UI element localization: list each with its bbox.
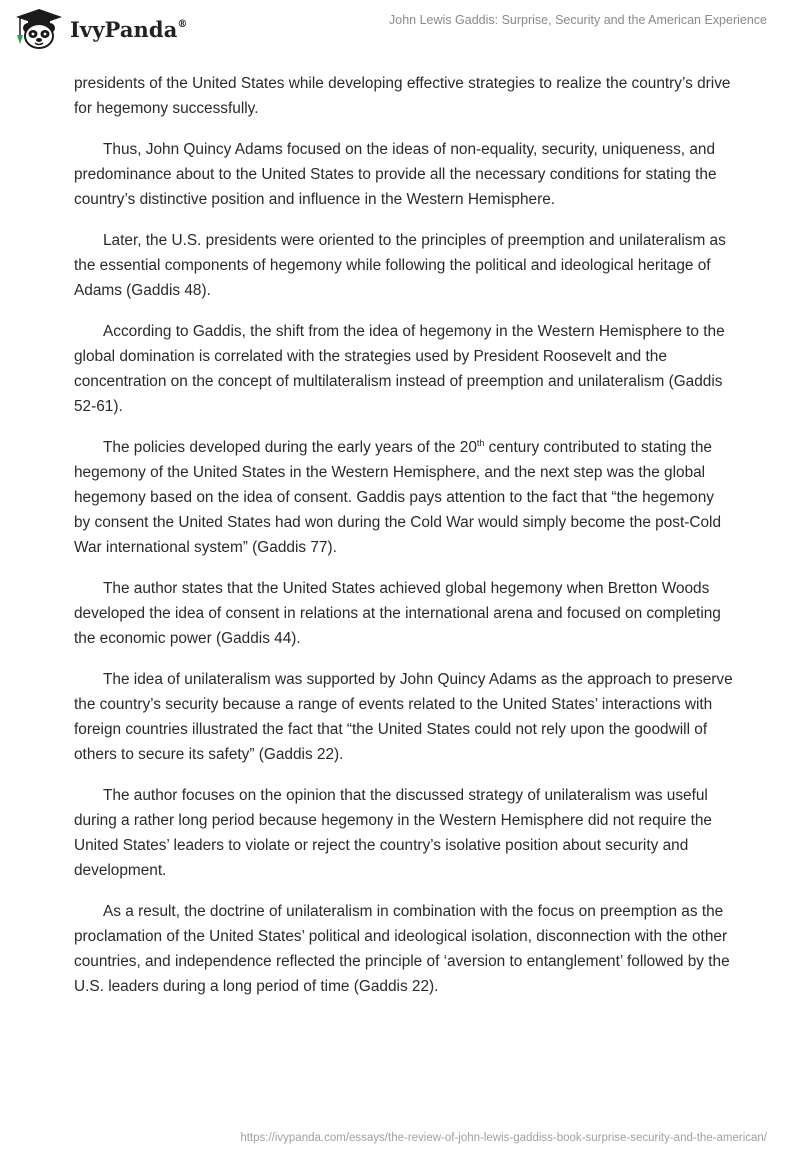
logo-wordmark: IvyPanda®	[70, 16, 188, 42]
panda-mascot-icon	[14, 8, 64, 50]
paragraph: The author states that the United States achieved global hegemony when Bretton Woods developed the idea of consent in relations at the international arena and focused on completing the economic power (Gaddis 44).	[74, 580, 721, 647]
paragraph-text-start: The policies developed during the early years of the 20	[103, 439, 477, 456]
essay-body	[74, 71, 734, 1015]
document-title: John Lewis Gaddis: Surprise, Security and the American Experience	[389, 13, 767, 27]
source-url-link[interactable]: https://ivypanda.com/essays/the-review-of-john-lewis-gaddiss-book-surprise-security-and-the-american/	[240, 1132, 767, 1144]
ivypanda-logo[interactable]	[14, 8, 188, 50]
ordinal-superscript: th	[476, 437, 485, 448]
paragraph	[74, 435, 734, 560]
paragraph: presidents of the United States while developing effective strategies to realize the country’s drive for hegemony successfully.	[74, 75, 731, 117]
paragraph: Later, the U.S. presidents were oriented to the principles of preemption and unilateralism as the essential components of hegemony while following the political and ideological heritage of Adams (Gaddis 48).	[74, 232, 726, 299]
paragraph: Thus, John Quincy Adams focused on the ideas of non-equality, security, uniqueness, and predominance about to the United States to provide all the necessary conditions for stating the country’s distinctive position and influence in the Western Hemisphere.	[74, 141, 717, 208]
paragraph: According to Gaddis, the shift from the idea of hegemony in the Western Hemisphere to the global domination is correlated with the strategies used by President Roosevelt and the concentration on the concept of multilateralism instead of preemption and unilateralism (Gaddis 52-61).	[74, 323, 725, 415]
paragraph-text-end: century contributed to stating the hegemony of the United States in the Western Hemisphere, and the next step was the global hegemony based on the idea of consent. Gaddis pays attention to the fact that “the hegemony by consent the United States had won during the Cold War would simply become the post-Cold War international system” (Gaddis 77).	[74, 439, 722, 556]
page-header	[0, 0, 800, 60]
paragraph: The author focuses on the opinion that the discussed strategy of unilateralism was useful during a rather long period because hegemony in the Western Hemisphere did not require the United States’ leaders to violate or reject the country’s isolative position about security and development.	[74, 787, 712, 879]
paragraph: As a result, the doctrine of unilateralism in combination with the focus on preemption as the proclamation of the United States’ political and ideological isolation, disconnection with the other countries, and independence reflected the principle of ‘aversion to entanglement’ followed by the U.S. leaders during a long period of time (Gaddis 22).	[74, 903, 730, 995]
paragraph: The idea of unilateralism was supported by John Quincy Adams as the approach to preserve the country’s security because a range of events related to the United States’ interactions with foreign countries illustrated the fact that “the United States could not rely upon the goodwill of others to secure its safety” (Gaddis 22).	[74, 671, 733, 763]
